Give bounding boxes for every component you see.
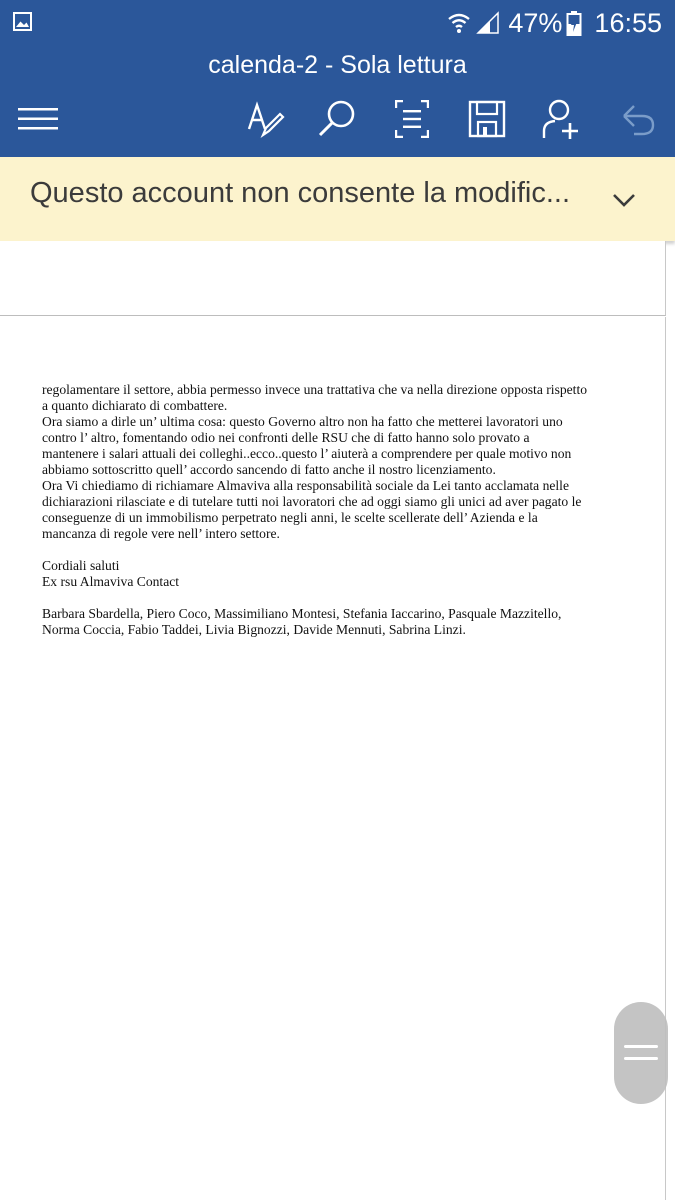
menu-icon	[18, 106, 58, 132]
share-person-icon	[541, 98, 585, 140]
menu-button[interactable]	[14, 95, 62, 143]
paragraph-line: contro l’ altro, fomentando odio nei confronti delle RSU che di fatto hanno solo provato a	[42, 430, 530, 445]
save-button[interactable]	[463, 95, 511, 143]
signature-line: Barbara Sbardella, Piero Coco, Massimiliano Montesi, Stefania Iaccarino, Pasquale Mazzitello,	[42, 606, 562, 621]
grip-line	[624, 1057, 658, 1060]
closing-line: Cordiali saluti	[42, 558, 120, 573]
undo-button[interactable]	[614, 95, 662, 143]
edit-pen-icon	[245, 99, 285, 139]
document-title: calenda-2 - Sola lettura	[208, 51, 467, 79]
battery-percent: 47%	[508, 7, 563, 38]
reading-view-icon	[395, 100, 429, 138]
battery-charging-icon	[566, 10, 582, 36]
search-button[interactable]	[313, 95, 361, 143]
undo-icon	[620, 101, 656, 137]
paragraph-line: a quanto dichiarato di combattere.	[42, 398, 228, 413]
signal-icon	[476, 11, 500, 35]
search-icon	[316, 98, 358, 140]
previous-page-bottom	[0, 241, 666, 316]
paragraph-line: abbiamo sottoscritto quell’ accordo sancendo di fatto anche il nostro licenziamento.	[42, 462, 496, 477]
document-page	[0, 317, 666, 1200]
paragraph-line: Ora siamo a dirle un’ ultima cosa: questo Governo altro non ha fatto che metterei lavoratori uno	[42, 414, 563, 429]
paragraph-line: Ora Vi chiediamo di richiamare Almaviva alla responsabilità sociale da Lei tanto acclamata nelle	[42, 478, 569, 493]
read-only-banner[interactable]	[0, 157, 675, 241]
reading-view-button[interactable]	[388, 95, 436, 143]
clock-time: 16:55	[594, 7, 662, 38]
save-icon	[468, 100, 506, 138]
paragraph-line: mantenere i salari attuali dei colleghi..ecco..questo l’ aiuterà a comprendere per quale motivo non	[42, 446, 572, 461]
paragraph-line: regolamentare il settore, abbia permesso invece una trattativa che va nella direzione opposta rispetto	[42, 382, 588, 397]
paragraph-line: dichiarazioni rilasciate e di tutelare tutti noi lavoratori che ad oggi siamo gli unici ad aver pagato le	[42, 494, 582, 509]
gallery-notification-icon	[13, 12, 32, 31]
paragraph-line: mancanza di regole vere nell’ intero settore.	[42, 526, 280, 541]
edit-button[interactable]	[241, 95, 289, 143]
signature-line: Norma Coccia, Fabio Taddei, Livia Bignozzi, Davide Mennuti, Sabrina Linzi.	[42, 622, 466, 637]
share-button[interactable]	[539, 95, 587, 143]
banner-message: Questo account non consente la modific...	[30, 177, 571, 209]
scroll-handle[interactable]	[614, 1002, 668, 1104]
status-bar	[0, 0, 675, 45]
chevron-down-icon[interactable]	[611, 187, 637, 213]
document-body	[42, 382, 632, 638]
wifi-icon	[446, 10, 472, 36]
app-bar	[0, 45, 675, 157]
closing-line: Ex rsu Almaviva Contact	[42, 574, 180, 589]
grip-line	[624, 1045, 658, 1048]
paragraph-line: conseguenze di un immobilismo perpetrato negli anni, le scelte scellerate dell’ Azienda e la	[42, 510, 538, 525]
